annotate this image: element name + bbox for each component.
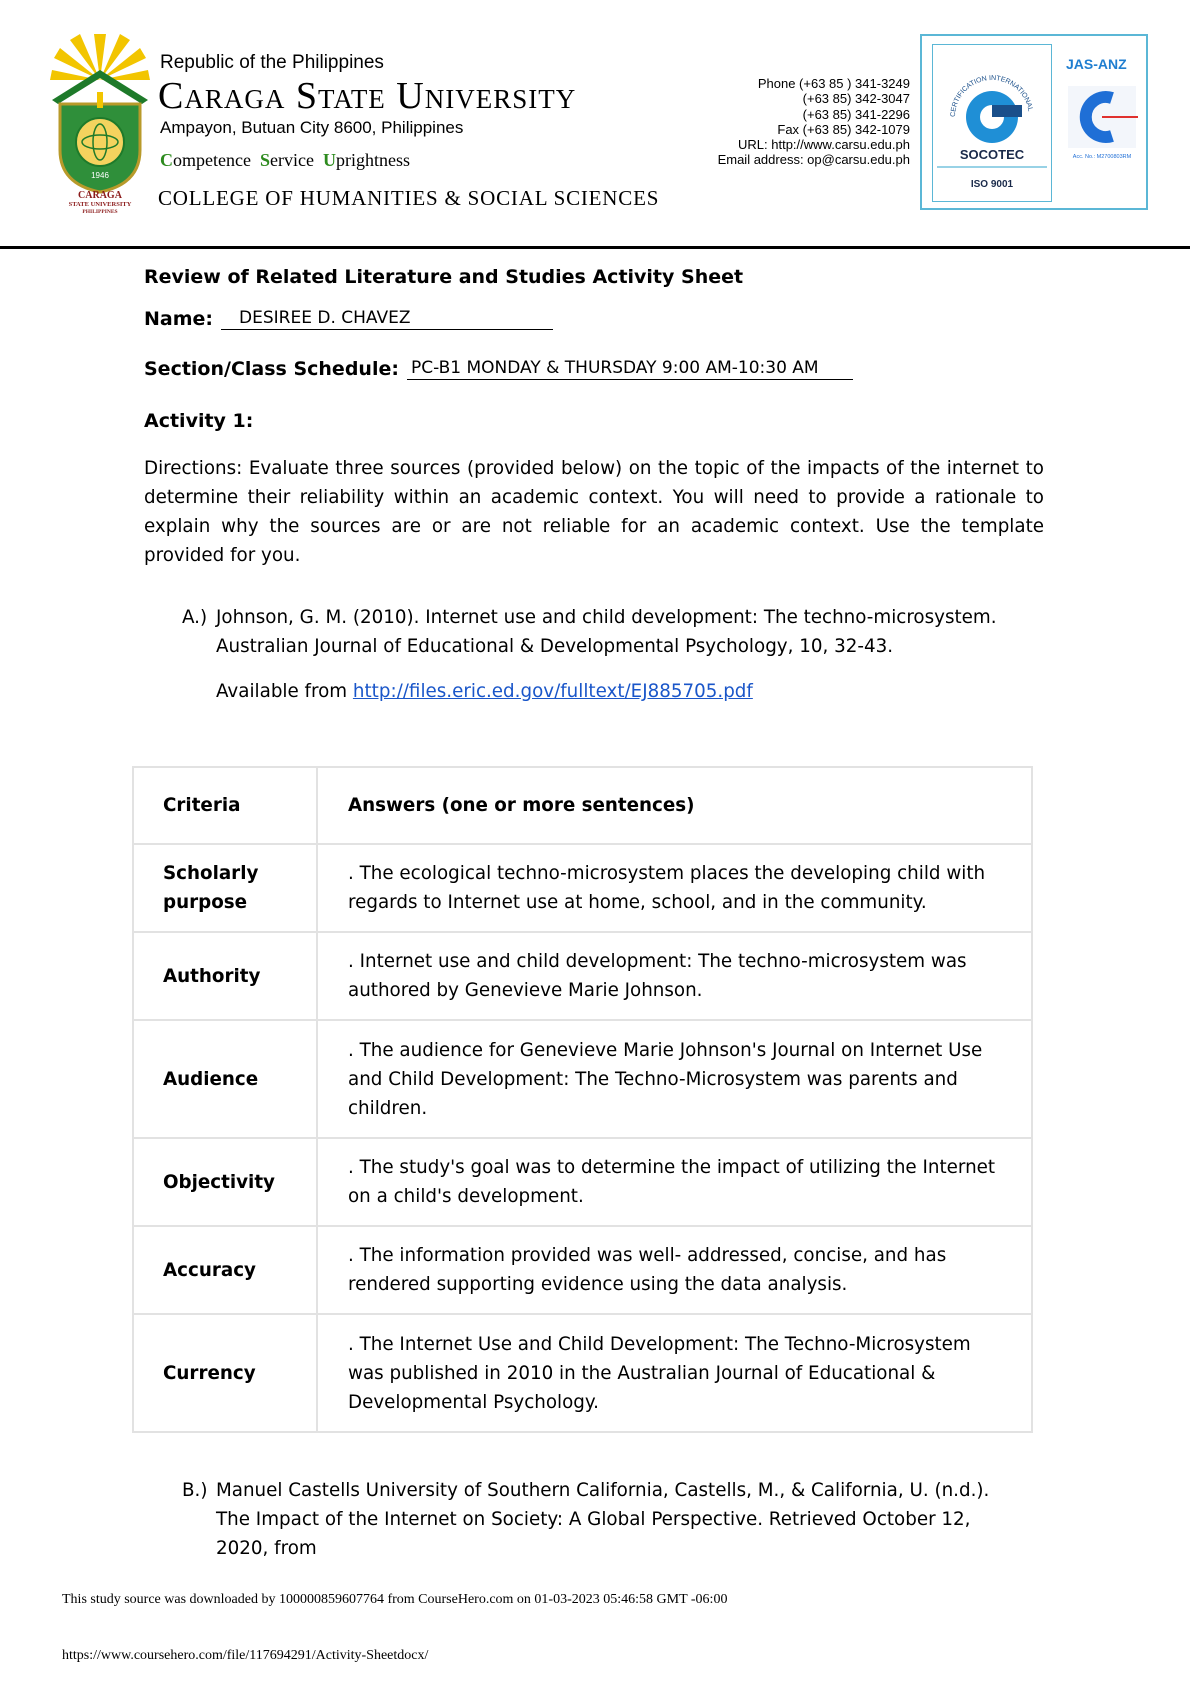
university-name: Caraga State University: [158, 75, 577, 117]
header-divider: [0, 246, 1190, 249]
criteria-cell: Accuracy: [133, 1226, 317, 1314]
name-input[interactable]: DESIREE D. CHAVEZ: [221, 308, 553, 330]
header-answers: Answers (one or more sentences): [317, 767, 1032, 844]
sheet-title: Review of Related Literature and Studies Activity Sheet: [144, 266, 744, 288]
section-field: [144, 358, 853, 380]
ref-a-citation: Johnson, G. M. (2010). Internet use and child development: The techno-microsystem. Australian Journal of Educational & Developmental Psychology, 10, 32-43.: [216, 607, 997, 657]
table-row: [133, 1138, 1032, 1226]
ref-a-label: A.): [182, 607, 208, 628]
name-label: Name:: [144, 308, 214, 330]
seal-year: 1946: [91, 171, 109, 180]
motto-rest-s: ervice: [269, 150, 314, 170]
cert-ring-text: CERTIFICATION INTERNATIONAL: [949, 74, 1034, 118]
table-row: [133, 932, 1032, 1020]
criteria-cell: Currency: [133, 1314, 317, 1432]
motto-rest-c: ompetence: [173, 150, 251, 170]
socotec-label: SOCOTEC: [959, 147, 1025, 162]
jas-anz-acc-number: Acc. No.: M2700803RM: [1072, 154, 1132, 160]
answer-cell[interactable]: . The Internet Use and Child Development: The Techno-Microsystem was published in 2010 in the Australian Journal of Educational & Developmental Psychology.: [317, 1314, 1032, 1432]
table-row: [133, 844, 1032, 932]
university-seal: [50, 32, 150, 214]
answer-cell[interactable]: . Internet use and child development: The techno-microsystem was authored by Genevieve Marie Johnson.: [317, 932, 1032, 1020]
answer-cell[interactable]: . The audience for Genevieve Marie Johnson's Journal on Internet Use and Child Development: The Techno-Microsystem was parents and children.: [317, 1020, 1032, 1138]
contact-url: URL: http://www.carsu.edu.ph: [738, 137, 910, 153]
seal-text-state-university: STATE UNIVERSITY: [68, 201, 132, 208]
ref-a-available-prefix: Available from: [216, 681, 353, 702]
contact-phone-1: Phone (+63 85 ) 341-3249: [757, 76, 910, 91]
contact-block: [718, 76, 910, 168]
criteria-table: [132, 766, 1033, 1433]
criteria-cell: Audience: [133, 1020, 317, 1138]
source-url[interactable]: https://www.coursehero.com/file/117694291/Activity-Sheetdocx/: [62, 1648, 429, 1663]
section-input[interactable]: PC-B1 MONDAY & THURSDAY 9:00 AM-10:30 AM: [407, 358, 853, 380]
table-row: [133, 1020, 1032, 1138]
contact-phone-3: (+63 85) 341-2296: [802, 106, 910, 122]
college-name: COLLEGE OF HUMANITIES & SOCIAL SCIENCES: [158, 186, 660, 210]
criteria-cell: Objectivity: [133, 1138, 317, 1226]
contact-email: Email address: op@carsu.edu.ph: [717, 152, 910, 168]
university-address: Ampayon, Butuan City 8600, Philippines: [160, 118, 464, 137]
answer-cell[interactable]: . The ecological techno-microsystem places the developing child with regards to Internet use at home, school, and in the community.: [317, 844, 1032, 932]
table-header-row: [133, 767, 1032, 844]
criteria-cell: Scholarly purpose: [133, 844, 317, 932]
socotec-cert: [932, 44, 1052, 202]
contact-fax: Fax (+63 85) 342-1079: [777, 121, 910, 137]
jas-anz-label: JAS-ANZ: [1066, 56, 1127, 72]
seal-text-philippines: PHILIPPINES: [82, 209, 118, 214]
motto-initial-c: C: [160, 150, 173, 170]
university-motto: [160, 150, 410, 171]
ref-a-link[interactable]: http://files.eric.ed.gov/fulltext/EJ885705.pdf: [352, 681, 753, 702]
seal-center-circle: [76, 118, 124, 166]
ref-b-label: B.): [182, 1480, 208, 1501]
header-criteria: Criteria: [133, 767, 317, 844]
name-field: [144, 308, 553, 330]
jas-anz-logo-icon: [1062, 80, 1142, 160]
download-note: This study source was downloaded by 100000859607764 from CourseHero.com on 01-03-2023 05:46:58 GMT -06:00: [62, 1592, 728, 1607]
motto-rest-u: prightness: [335, 150, 410, 170]
contact-phone-2: (+63 85) 342-3047: [802, 91, 910, 107]
directions-text: Directions: Evaluate three sources (provided below) on the topic of the impacts of the internet to determine their reliability within an academic context. You will need to provide a rationale to explain why the sources are or are not reliable for an academic context. Use the template provided for you.: [144, 458, 1044, 566]
answer-cell[interactable]: . The study's goal was to determine the impact of utilizing the Internet on a child's development.: [317, 1138, 1032, 1226]
criteria-cell: Authority: [133, 932, 317, 1020]
activity-heading: Activity 1:: [144, 410, 254, 432]
certification-box: [920, 34, 1148, 210]
socotec-logo-icon: [966, 91, 1022, 143]
seal-text-caraga: CARAGA: [78, 190, 122, 201]
motto-initial-u: U: [322, 150, 336, 170]
section-label: Section/Class Schedule:: [144, 358, 399, 380]
table-row: [133, 1314, 1032, 1432]
motto-initial-s: S: [259, 150, 270, 170]
iso-label: ISO 9001: [970, 179, 1014, 190]
table-row: [133, 1226, 1032, 1314]
ref-b-citation: Manuel Castells University of Southern California, Castells, M., & California, U. (n.d.). The Impact of the Internet on Society: A Global Perspective. Retrieved October 12, 2020, from: [216, 1480, 990, 1559]
ref-a-available: [216, 677, 1036, 706]
answer-cell[interactable]: . The information provided was well- addressed, concise, and has rendered supporting evidence using the data analysis.: [317, 1226, 1032, 1314]
republic-line: Republic of the Philippines: [160, 52, 384, 73]
